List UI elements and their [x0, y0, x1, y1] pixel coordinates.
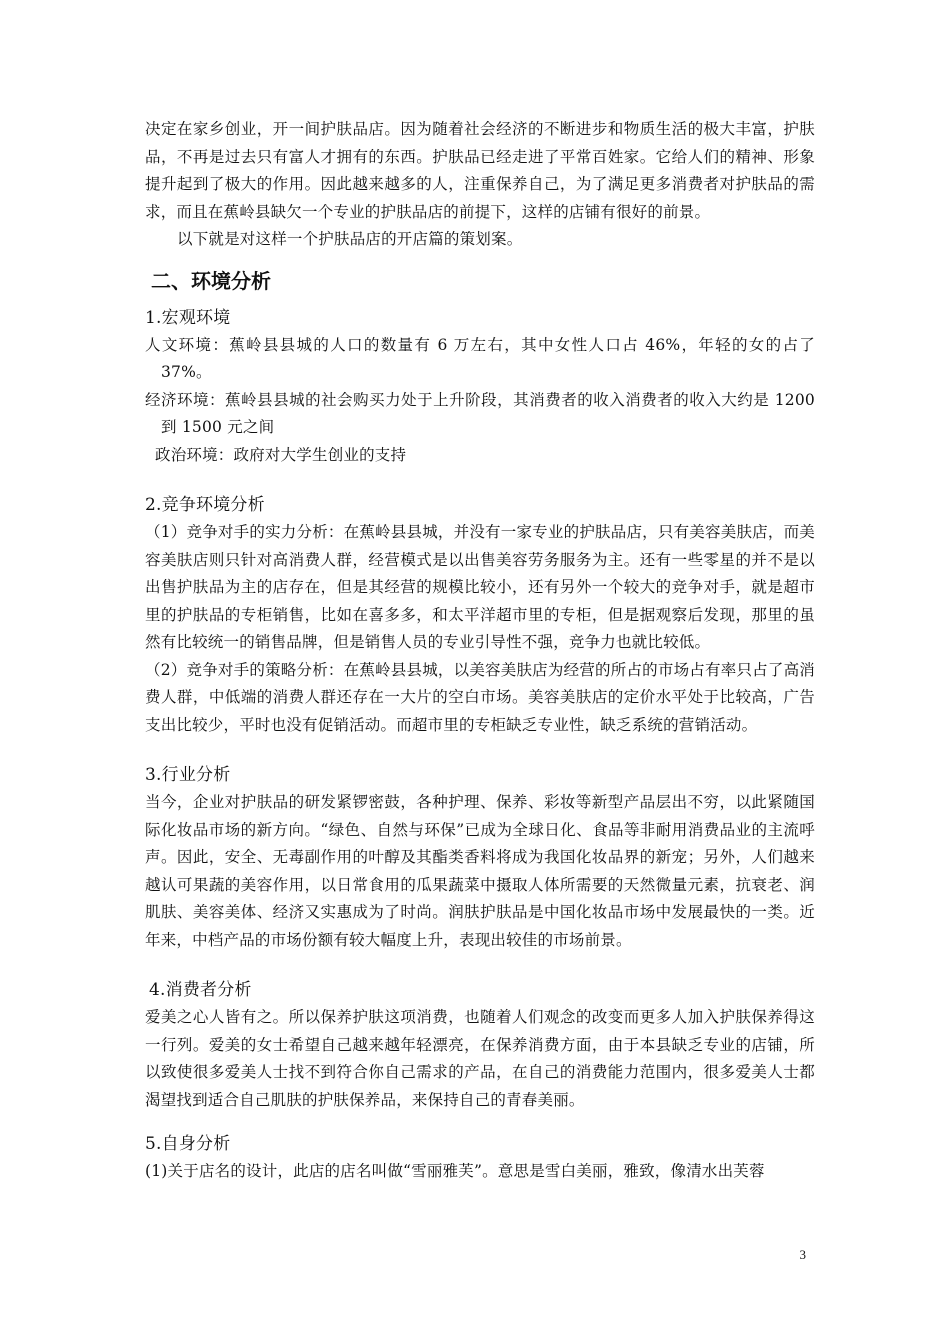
- section-heading-environment: 二、环境分析: [151, 268, 271, 293]
- subheading-consumer: 4.消费者分析: [149, 980, 252, 1000]
- paragraph-economic: 经济环境：蕉岭县县城的社会购买力处于上升阶段，其消费者的收入消费者的收入大约是 1200 到 1500 元之间: [145, 390, 815, 436]
- subheading-industry: 3.行业分析: [145, 765, 231, 785]
- paragraph-political: 政治环境：政府对大学生创业的支持: [155, 445, 407, 464]
- subheading-macro: 1.宏观环境: [145, 307, 231, 328]
- intro-paragraph: 决定在家乡创业，开一间护肤品店。因为随着社会经济的不断进步和物质生活的极大丰富，护肤品，不再是过去只有富人才拥有的东西。护肤品已经走进了平常百姓家。它给人们的精神、形象提升起到了极大的作用。因此越来越多的人，注重保养自己，为了满足更多消费者对护肤品的需求，而且在蕉岭县缺欠一个专业的护肤品店的前提下，这样的店铺有很好的前景。: [145, 120, 815, 221]
- paragraph-competitor-strategy: （2）竞争对手的策略分析：在蕉岭县县城，以美容美肤店为经营的所占的市场占有率只占了高消费人群，中低端的消费人群还存在一大片的空白市场。美容美肤店的定价水平处于比较高，广告支出比较少，平时也没有促销活动。而超市里的专柜缺乏专业性，缺乏系统的营销活动。: [145, 660, 815, 734]
- intro-lead-paragraph: 以下就是对这样一个护肤品店的开店篇的策划案。: [177, 230, 523, 248]
- paragraph-consumer: 爱美之心人皆有之。所以保养护肤这项消费，也随着人们观念的改变而更多人加入护肤保养得这一行列。爱美的女士希望自己越来越年轻漂亮，在保养消费方面，由于本县缺乏专业的店铺，所以致使很多爱美人士找不到符合你自己需求的产品，在自己的消费能力范围内，很多爱美人士都渴望找到适合自己肌肤的护肤保养品，来保持自己的青春美丽。: [145, 1008, 815, 1109]
- subheading-self: 5.自身分析: [145, 1134, 231, 1154]
- subheading-competition: 2.竞争环境分析: [145, 495, 265, 515]
- paragraph-competitor-strength: （1）竞争对手的实力分析：在蕉岭县县城，并没有一家专业的护肤品店，只有美容美肤店，而美容美肤店则只针对高消费人群，经营模式是以出售美容劳务服务为主。还有一些零星的并不是以出售护肤品为主的店存在，但是其经营的规模比较小，还有另外一个较大的竞争对手，就是超市里的护肤品的专柜销售，比如在喜多多，和太平洋超市里的专柜，但是据观察后发现，那里的虽然有比较统一的销售品牌，但是销售人员的专业引导性不强，竞争力也就比较低。: [145, 523, 815, 651]
- paragraph-humanities: 人文环境：蕉岭县县城的人口的数量有 6 万左右，其中女性人口占 46%，年轻的女的占了 37%。: [145, 335, 815, 381]
- page-content: [145, 116, 815, 1186]
- paragraph-industry: 当今，企业对护肤品的研发紧锣密鼓，各种护理、保养、彩妆等新型产品层出不穷，以此紧随国际化妆品市场的新方向。“绿色、自然与环保”已成为全球日化、食品等非耐用消费品业的主流呼声。因此，安全、无毒副作用的叶醇及其酯类香料将成为我国化妆品界的新宠；另外，人们越来越认可果蔬的美容作用，以日常食用的瓜果蔬菜中摄取人体所需要的天然微量元素，抗衰老、润肌肤、美容美体、经济又实惠成为了时尚。润肤护肤品是中国化妆品市场中发展最快的一类。近年来，中档产品的市场份额有较大幅度上升，表现出较佳的市场前景。: [145, 793, 815, 949]
- page-number: 3: [799, 1247, 806, 1262]
- paragraph-store-name: (1)关于店名的设计，此店的店名叫做“雪丽雅芙”。意思是雪白美丽，雅致，像清水出芙蓉: [145, 1162, 765, 1180]
